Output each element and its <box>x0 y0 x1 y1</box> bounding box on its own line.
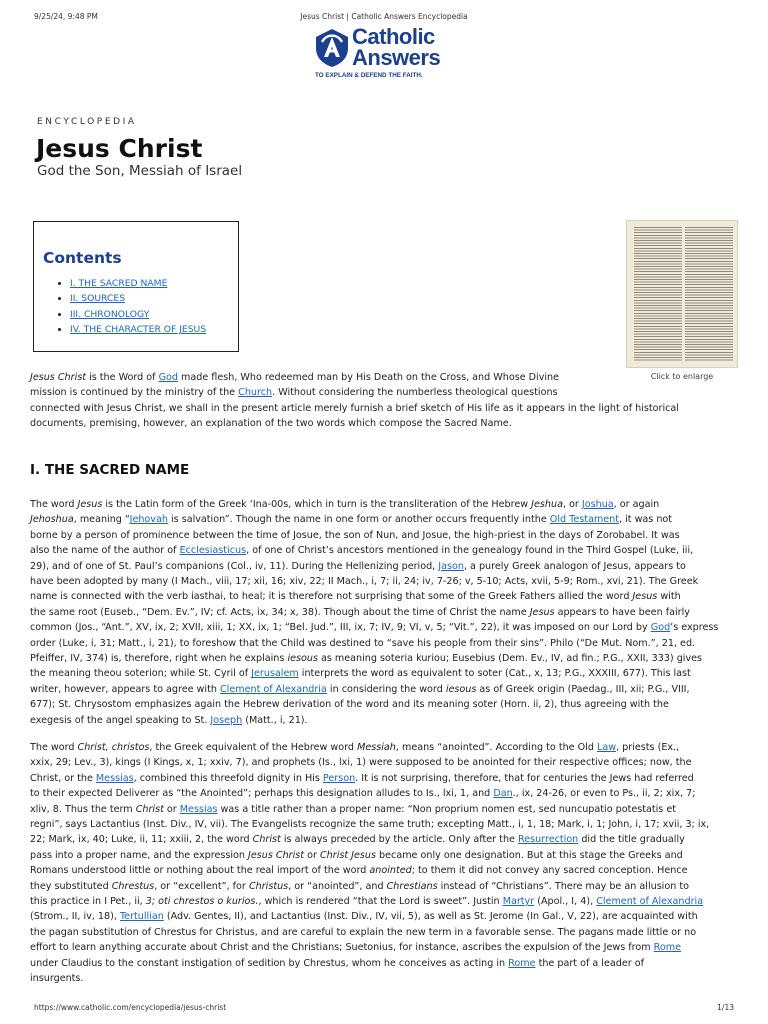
text-run: is salvation”. Though the name in one form or another occurs frequently inthe <box>167 514 550 526</box>
thumbnail-text-column <box>685 227 733 361</box>
toc-link-sacred-name[interactable]: I. THE SACRED NAME <box>70 278 168 289</box>
print-url: https://www.catholic.com/encyclopedia/jesus-christ <box>34 1003 227 1012</box>
toc-item <box>70 276 206 291</box>
text-run: , or “excellent”, for <box>154 880 249 892</box>
toc-list <box>42 276 206 338</box>
text-run: is the Word of <box>86 372 159 383</box>
italic-text: Jesus <box>632 591 658 603</box>
text-line <box>30 894 742 909</box>
text-run: Romans understood little or nothing about the real import of the word <box>30 865 370 877</box>
text-run: was a title rather than a proper name: “Non proprium nomen est, sed nuncupatio potestatis et <box>217 803 677 815</box>
italic-text: Jesus <box>77 499 103 510</box>
text-run: became only one designation. But at this stage the Greeks and <box>376 849 683 861</box>
text-line <box>30 971 742 986</box>
thumbnail-caption[interactable]: Click to enlarge <box>650 372 714 381</box>
text-run: (Strom., II, iv, 18), <box>30 911 120 923</box>
text-run: name is connected with the verb iasthai, to heal; it is therefore not surprising that some of the Greek Fathers allied the word <box>30 591 633 603</box>
italic-text: Jesus <box>529 606 555 618</box>
inline-link[interactable]: Resurrection <box>517 834 579 846</box>
text-run: pass into a proper name, and the expression <box>30 849 249 861</box>
text-run: . It is not surprising, therefore, that for centuries the Jews had referred <box>355 772 694 784</box>
text-run: the part of a leader of <box>535 957 644 969</box>
italic-text: Jesus Christ <box>30 372 87 383</box>
page-title: Jesus Christ <box>36 134 203 163</box>
text-line <box>30 940 742 955</box>
text-run: , it was not <box>619 514 673 526</box>
logo-tagline: TO EXPLAIN & DEFEND THE FAITH. <box>315 72 423 79</box>
text-line <box>30 528 742 543</box>
italic-text: iesous <box>445 683 477 695</box>
text-run: ., ix, 24-26, or even to Ps., ii, 2; xix, 7; <box>512 788 696 800</box>
inline-link[interactable]: Jason <box>438 560 464 572</box>
text-line <box>30 817 742 832</box>
text-run: to their expected Deliverer as “the Anointed”; perhaps this designation alludes to Is., lxi, 1, and <box>30 788 494 800</box>
text-line <box>30 512 742 527</box>
text-line <box>30 574 742 589</box>
text-run: or <box>304 849 320 861</box>
text-run: effort to learn anything accurate about Christ and the Christians; Suetonius, for instance, ascribes the expulsion of the Jews from <box>30 942 654 954</box>
italic-text: iesous <box>287 653 318 665</box>
print-page-number: 1/13 <box>717 1003 734 1012</box>
text-run: , which is rendered “that the Lord is sweet”. Justin <box>258 896 503 908</box>
inline-link[interactable]: Person <box>322 772 356 784</box>
text-run: The word <box>30 742 78 753</box>
text-run: , or <box>562 499 582 510</box>
section-eyebrow: ENCYCLOPEDIA <box>37 117 137 127</box>
text-run: or <box>163 803 180 815</box>
text-line <box>30 771 742 786</box>
text-run: 22; Mark, ix, 40; Luke, ii, 11; xxiii, 2, the word <box>30 834 253 846</box>
text-run: they substituted <box>30 880 112 892</box>
italic-text: Christ <box>135 803 164 815</box>
text-run: , a purely Greek analogon of Jesus, appears to <box>463 560 686 572</box>
text-run: order (Luke, i, 31; Matt., i, 21), to foreshow that the Child was destined to “save his people from their sins”. Philo (“De Mut. Nom.”, 21, ed. <box>30 637 696 649</box>
text-line <box>30 755 742 770</box>
text-run: 677); St. Chrysostom emphasizes again the Hebrew derivation of the word and its meaning soter (Horn. ii, 2), thus agreeing with the <box>30 699 669 711</box>
text-line <box>30 848 742 863</box>
inline-link[interactable]: Martyr <box>502 896 535 908</box>
text-run: common (Jos., “Ant.”, XV, ix, 2; XVII, xiii, 1; XX, ix, 1; “Bel. Jud.”, III, ix, 7; IV, 9; VI, v, 5; “Vit.”, 22), it was imposed on our Lord by <box>30 622 651 634</box>
text-run: (Matt., i, 21). <box>242 714 308 726</box>
print-header <box>34 12 734 24</box>
inline-link[interactable]: Dan <box>493 788 513 800</box>
text-run: the pagan substitution of Chrestus for Christus, and are careful to explain the new term in a favorable sense. The pagans made little or no <box>30 926 697 938</box>
inline-link[interactable]: Law <box>597 742 617 753</box>
text-run: , of one of Christ’s ancestors mentioned in the genealogy found in the Third Gospel (Luke, iii, <box>246 545 694 557</box>
text-line <box>30 909 742 924</box>
text-line <box>30 956 742 971</box>
paragraph-jesus-name <box>30 497 742 728</box>
text-run: is always preceded by the article. Only after the <box>280 834 518 846</box>
text-run: in considering the word <box>326 683 446 695</box>
italic-text: Christ Jesus <box>319 849 376 861</box>
toc-item <box>70 307 206 322</box>
text-line <box>30 385 740 400</box>
text-line <box>30 713 742 728</box>
text-line <box>30 740 742 755</box>
text-run: interprets the word as equivalent to soter (Cat., x, 13; P.G., XXXIII, 677). This last <box>298 668 691 680</box>
text-line <box>30 559 742 574</box>
site-logo[interactable] <box>314 26 464 82</box>
italic-text: Christ, christos <box>77 742 150 753</box>
text-run: have been adopted by many (I Mach., viii, 17; xii, 16; xiv, 22; II Mach., i, 7; ii, 24; iv, 7-26; v, 5-10; Acts, xvii, 5-9; Rom., xvi, 21). The Greek <box>30 576 699 588</box>
logo-line2: Answers <box>352 45 441 70</box>
inline-link[interactable]: Clement of Alexandria <box>219 683 327 695</box>
section-heading-sacred-name: I. THE SACRED NAME <box>30 462 190 478</box>
text-run: connected with Jesus Christ, we shall in the present article merely furnish a brief sketch of His life as it appears in the light of historical <box>30 402 679 414</box>
table-of-contents <box>33 221 239 352</box>
italic-text: Christus <box>248 880 289 892</box>
italic-text: Chrestus <box>111 880 155 892</box>
thumbnail-text-column <box>634 227 682 361</box>
text-line <box>30 543 742 558</box>
text-line <box>30 401 740 416</box>
italic-text: 3; oti chrestos o kurios. <box>145 896 259 908</box>
inline-link[interactable]: Messias <box>179 803 218 815</box>
text-run: , or again <box>613 499 660 510</box>
toc-item <box>70 291 206 306</box>
text-line <box>30 497 742 512</box>
text-run: ; to them it did not convey any sacred conception. Hence <box>411 865 688 877</box>
print-title: Jesus Christ | Catholic Answers Encyclopedia <box>300 12 468 21</box>
text-run: (Apol., I, 4), <box>534 896 597 908</box>
text-run: , meaning “ <box>73 514 130 526</box>
text-line <box>30 682 742 697</box>
inline-link[interactable]: Clement of Alexandria <box>596 896 704 908</box>
text-run: documents, premising, however, an explanation of the two words which compose the Sacred Name. <box>30 418 512 430</box>
text-run: (Adv. Gentes, II), and Lactantius (Inst. Div., IV, vii, 5), as well as St. Jerome (In Gal., V, 22), are acquainted with <box>163 911 698 923</box>
italic-text: Messiah <box>357 742 396 753</box>
inline-link[interactable]: Jerusalem <box>251 668 299 680</box>
toc-heading: Contents <box>43 249 122 267</box>
text-run: , the Greek equivalent of the Hebrew word <box>149 742 358 753</box>
intro-paragraph <box>30 370 740 432</box>
text-line <box>30 651 742 666</box>
text-run: under Claudius to the constant instigation of sedition by Chrestus, whom he conceives as acting in <box>30 957 509 969</box>
toc-link-chronology[interactable]: III. CHRONOLOGY <box>70 308 150 320</box>
text-line <box>30 620 742 635</box>
toc-link-character[interactable]: IV. THE CHARACTER OF JESUS <box>70 324 207 336</box>
text-run: mission is continued by the ministry of the <box>30 387 239 399</box>
text-line <box>30 802 742 817</box>
inline-link[interactable]: Old Testament <box>549 514 619 526</box>
encyclopedia-page-thumbnail[interactable] <box>626 220 738 368</box>
text-line <box>30 605 742 620</box>
inline-link[interactable]: Tertullian <box>119 911 164 923</box>
italic-text: Christ <box>252 834 281 846</box>
text-run: the same root (Euseb., “Dem. Ev.”, IV; cf. Acts, ix, 34; x, 38). Though about the time of Christ the name <box>30 606 530 618</box>
text-run: appears to have been fairly <box>554 606 690 618</box>
inline-link[interactable]: Joshua <box>581 499 614 510</box>
text-line <box>30 697 742 712</box>
text-line <box>30 666 742 681</box>
text-run: . Without considering the numberless theological questions <box>272 387 558 399</box>
paragraph-christ-title <box>30 740 742 987</box>
text-line <box>30 925 742 940</box>
italic-text: Chrestians <box>386 880 438 892</box>
text-line <box>30 832 742 847</box>
text-run: xliv, 8. Thus the term <box>30 803 136 815</box>
inline-link[interactable]: Jehovah <box>129 514 168 526</box>
toc-link-sources[interactable]: II. SOURCES <box>70 293 126 305</box>
inline-link[interactable]: Church <box>238 387 273 399</box>
text-run: ’s express <box>670 622 719 634</box>
text-run: writer, however, appears to agree with <box>30 683 220 695</box>
text-run: Christ, or the <box>30 772 96 784</box>
text-run: with <box>657 591 681 603</box>
italic-text: Jeshua <box>531 499 563 510</box>
text-run: The word <box>30 499 78 510</box>
inline-link[interactable]: God <box>650 622 671 634</box>
text-run: insurgents. <box>30 973 84 985</box>
text-line <box>30 879 742 894</box>
logo-wordmark <box>352 26 440 68</box>
text-line <box>30 863 742 878</box>
text-run: this practice in I Pet., ii, <box>30 896 146 908</box>
text-run: as meaning soteria kuriou; Eusebius (Dem. Ev., IV, ad fin.; P.G., XXII, 333) gives <box>317 653 703 665</box>
text-line <box>30 636 742 651</box>
inline-link[interactable]: Joseph <box>210 714 243 726</box>
logo-line1: Catholic <box>352 24 435 49</box>
text-run: as of Greek origin (Paedag., III, xii; P.G., VIII, <box>476 683 690 695</box>
italic-text: Jehoshua <box>30 514 74 526</box>
text-run: regni”, says Lactantius (Inst. Div., IV, vii). The Evangelists recognize the same truth; excepting Matt., i, 1, 18; Mark, i, 1; John, i, 17; xvii, 3; ix, <box>30 819 710 831</box>
text-run: 29), and of one of St. Paul’s companions (Col., iv, 11). During the Hellenizing period, <box>30 560 439 572</box>
text-run: is the Latin form of the Greek ‘Ina-00s, which in turn is the transliteration of the Hebrew <box>102 499 532 510</box>
text-line <box>30 786 742 801</box>
toc-item <box>70 322 206 337</box>
text-line <box>30 416 740 431</box>
text-run: the meaning theou soterion; while St. Cyril of <box>30 668 252 680</box>
inline-link[interactable]: Messias <box>95 772 134 784</box>
italic-text: Jesus Christ <box>248 849 305 861</box>
text-run: , combined this threefold dignity in His <box>133 772 323 784</box>
text-run: borne by a person of prominence between the time of Josue, the son of Nun, and Josue, the high-priest in the days of Zorobabel. It was <box>30 529 680 541</box>
text-line <box>30 370 740 385</box>
text-run: made flesh, Who redeemed man by His Death on the Cross, and Whose Divine <box>177 372 560 383</box>
italic-text: anointed <box>369 865 412 877</box>
inline-link[interactable]: Rome <box>508 957 536 969</box>
text-run: exegesis of the angel speaking to St. <box>30 714 211 726</box>
text-run: also the name of the author of <box>30 545 180 557</box>
text-run: , or “anointed”, and <box>288 880 387 892</box>
inline-link[interactable]: Rome <box>653 942 682 954</box>
print-datetime: 9/25/24, 9:48 PM <box>34 12 98 21</box>
inline-link[interactable]: Ecclesiasticus <box>179 545 247 557</box>
text-run: , means “anointed”. According to the Old <box>395 742 597 753</box>
text-run: did the title gradually <box>578 834 685 846</box>
text-run: Pfeiffer, IV, 374) is, therefore, right when he explains <box>30 653 288 665</box>
text-line <box>30 589 742 604</box>
catholic-answers-logo-icon <box>314 28 350 68</box>
text-run: instead of “Christians”. There may be an allusion to <box>437 880 689 892</box>
text-run: , priests (Ex., <box>616 742 680 753</box>
inline-link[interactable]: God <box>158 372 178 383</box>
page-subtitle: God the Son, Messiah of Israel <box>37 163 243 179</box>
text-run: xxix, 29; Lev., 3), kings (I Kings, x, 1; xxiv, 7), and prophets (Is., lxi, 1) were supposed to be anointed for their respective offices; now, the <box>30 757 692 769</box>
